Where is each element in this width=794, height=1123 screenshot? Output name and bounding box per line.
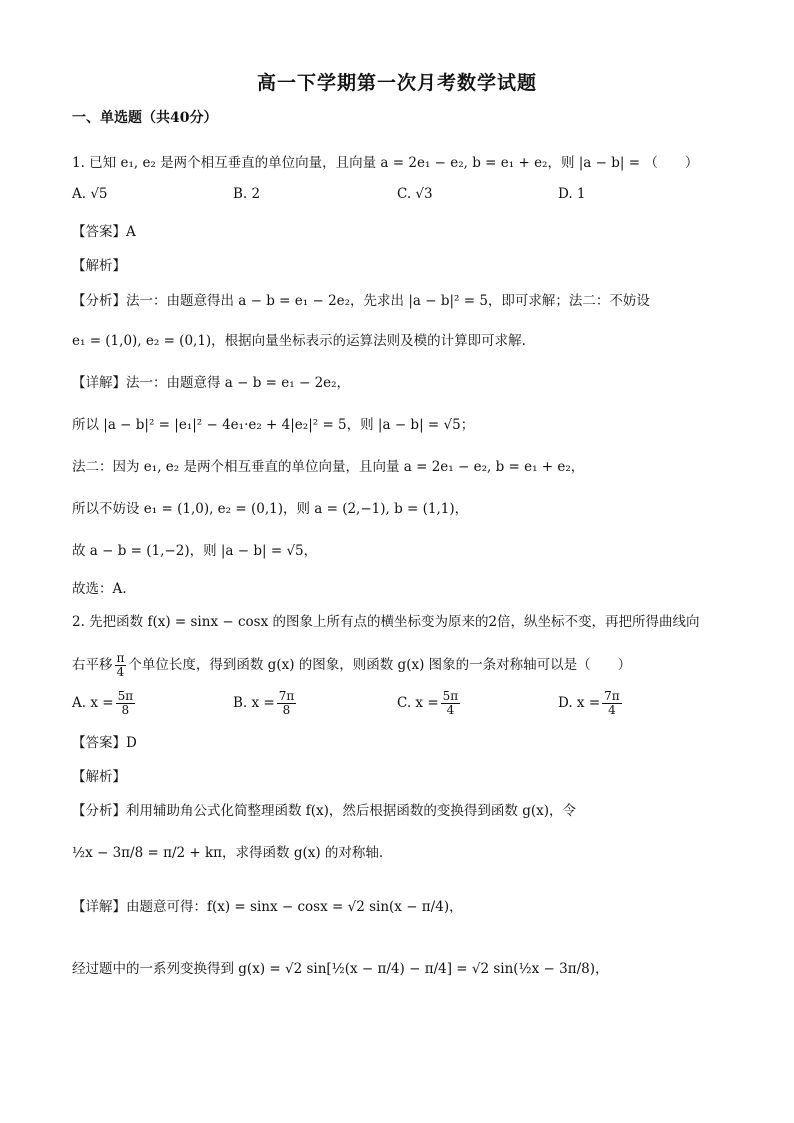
q1-answer: 【答案】A bbox=[72, 224, 136, 240]
q2-option-d-prefix: D. x = bbox=[558, 695, 601, 711]
q1-analysis-label: 【解析】 bbox=[72, 258, 126, 274]
q2-option-b-num: 7π bbox=[278, 689, 295, 703]
page-title: 高一下学期第一次月考数学试题 bbox=[256, 72, 537, 94]
q2-detail-line-1: 【详解】由题意可得：f(x) = sinx − cosx = √2 sin(x − π/4)， bbox=[72, 899, 463, 915]
question-2-stem-line-2 bbox=[72, 652, 724, 679]
q1-detail-line-5: 故 a − b = (1,−2)，则 |a − b| = √5， bbox=[72, 543, 318, 559]
q2-option-a bbox=[72, 690, 137, 717]
q2-shift-fraction bbox=[115, 652, 127, 679]
q2-option-b bbox=[233, 690, 298, 717]
q1-detail-line-1: 【详解】法一：由题意得 a − b = e₁ − 2e₂， bbox=[72, 375, 351, 391]
q2-option-c bbox=[397, 690, 462, 717]
question-1-stem: 1. 已知 e₁, e₂ 是两个相互垂直的单位向量，且向量 a = 2e₁ − e₂, b = e₁ + e₂，则 |a − b| = （ ） bbox=[72, 155, 699, 171]
q2-option-c-fraction bbox=[441, 690, 461, 717]
q2-option-c-num: 5π bbox=[442, 689, 459, 703]
q1-detail-line-3: 法二：因为 e₁, e₂ 是两个相互垂直的单位向量，且向量 a = 2e₁ − e₂, b = e₁ + e₂， bbox=[72, 459, 585, 475]
q2-option-b-prefix: B. x = bbox=[233, 695, 275, 711]
q2-analysis-label: 【解析】 bbox=[72, 769, 126, 785]
q2-shift-den: 4 bbox=[116, 665, 125, 679]
q2-option-d-den: 4 bbox=[608, 703, 616, 717]
q1-option-d: D. 1 bbox=[558, 186, 586, 202]
q1-detail-line-2: 所以 |a − b|² = |e₁|² − 4e₁·e₂ + 4|e₂|² = 5，则 |a − b| = √5； bbox=[72, 417, 475, 433]
q1-detail-line-4: 所以不妨设 e₁ = (1,0), e₂ = (0,1)，则 a = (2,−1), b = (1,1)， bbox=[72, 501, 469, 517]
q2-option-a-fraction bbox=[116, 690, 136, 717]
q2-option-d-num: 7π bbox=[604, 689, 620, 703]
q2-option-d-fraction bbox=[602, 690, 622, 717]
q2-option-a-prefix: A. x = bbox=[72, 695, 114, 711]
q1-analysis-line-1: 【分析】法一：由题意得出 a − b = e₁ − 2e₂，先求出 |a − b|² = 5，即可求解；法二：不妨设 bbox=[72, 293, 650, 309]
q2-analysis-line-2: ½x − 3π/8 = π/2 + kπ，求得函数 g(x) 的对称轴. bbox=[72, 845, 384, 861]
q1-option-a: A. √5 bbox=[72, 186, 108, 202]
q2-analysis-line-1: 【分析】利用辅助角公式化简整理函数 f(x)，然后根据函数的变换得到函数 g(x)，令 bbox=[72, 803, 577, 819]
q2-answer: 【答案】D bbox=[72, 735, 137, 751]
q1-detail-line-6: 故选：A. bbox=[72, 581, 127, 597]
q2-option-a-den: 8 bbox=[121, 703, 130, 717]
q2-stem-text-a: 右平移 bbox=[72, 657, 113, 673]
q2-shift-num: π bbox=[116, 651, 125, 665]
q2-option-c-prefix: C. x = bbox=[397, 695, 439, 711]
q2-stem-text-b: 个单位长度，得到函数 g(x) 的图象，则函数 g(x) 图象的一条对称轴可以是（ ） bbox=[128, 657, 632, 673]
section-heading: 一、单选题（共40分） bbox=[72, 110, 218, 126]
q2-option-c-den: 4 bbox=[446, 703, 455, 717]
q1-option-c: C. √3 bbox=[397, 186, 433, 202]
q1-option-b: B. 2 bbox=[233, 186, 261, 202]
q2-detail-line-2: 经过题中的一系列变换得到 g(x) = √2 sin[½(x − π/4) − π/4] = √2 sin(½x − 3π/8)， bbox=[72, 961, 609, 977]
q2-option-b-fraction bbox=[277, 690, 297, 717]
q2-option-b-den: 8 bbox=[282, 703, 291, 717]
q2-option-d bbox=[558, 690, 624, 717]
q2-option-a-num: 5π bbox=[117, 689, 134, 703]
q1-analysis-line-2: e₁ = (1,0), e₂ = (0,1)，根据向量坐标表示的运算法则及模的计算即可求解. bbox=[72, 333, 526, 349]
question-2-stem-line-1: 2. 先把函数 f(x) = sinx − cosx 的图象上所有点的横坐标变为原来的2倍，纵坐标不变，再把所得曲线向 bbox=[72, 614, 700, 630]
